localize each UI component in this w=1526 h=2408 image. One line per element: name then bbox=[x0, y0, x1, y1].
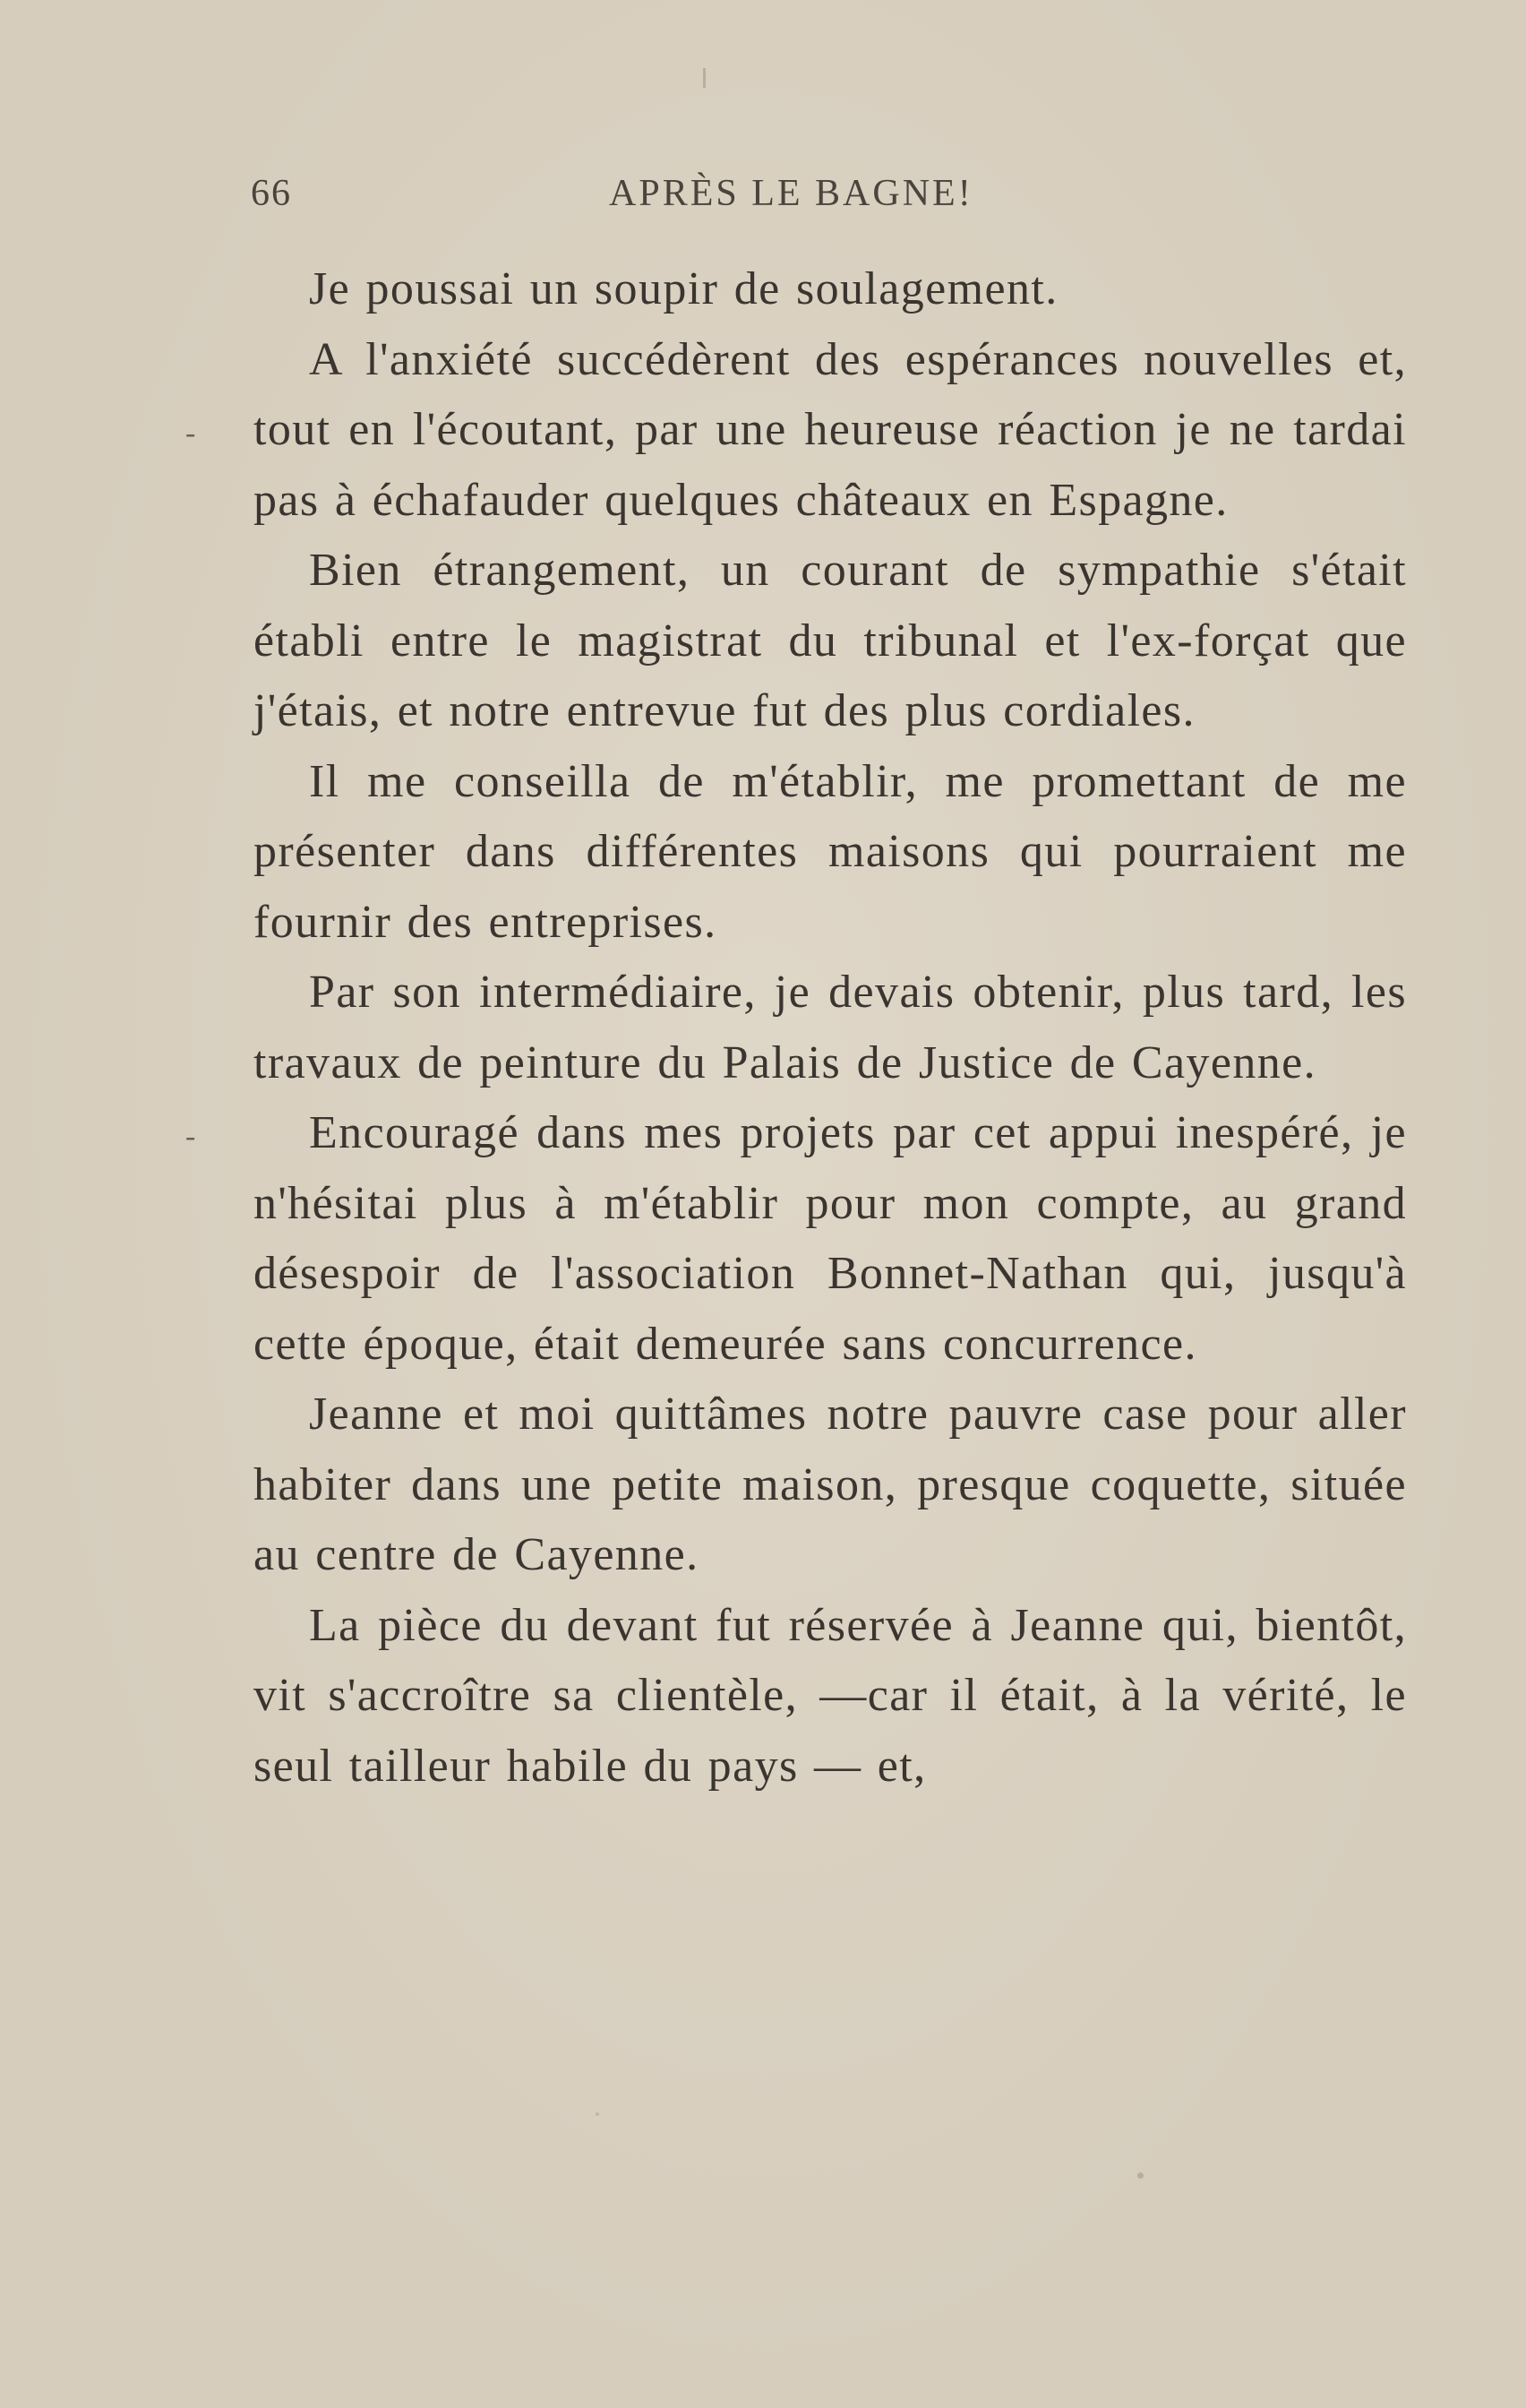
margin-mark: - bbox=[185, 417, 196, 450]
body-text bbox=[253, 254, 1407, 1802]
paragraph: Bien étrangement, un courant de sympathie s'était établi entre le magistrat du tribunal et l'ex-forçat que j'étais, et notre entrevue fut des plus cordiales. bbox=[253, 545, 1407, 736]
paragraph: Jeanne et moi quittâmes notre pauvre case pour aller habiter dans une petite maison, presque coquette, située au centre de Cayenne. bbox=[253, 1389, 1407, 1580]
running-title: APRÈS LE BAGNE! bbox=[609, 173, 973, 214]
paragraph: Encouragé dans mes projets par cet appui inespéré, je n'hésitai plus à m'établir pour mon compte, au grand désespoir de l'association Bonnet-Nathan qui, jusqu'à cette époque, était demeurée sans concurrence. bbox=[253, 1107, 1407, 1370]
page-header bbox=[251, 172, 1406, 222]
page-number: 66 bbox=[251, 173, 292, 214]
paragraph: A l'anxiété succédèrent des espérances nouvelles et, tout en l'écoutant, par une heureuse réaction je ne tardai pas à échafauder quelques châteaux en Espagne. bbox=[253, 333, 1407, 526]
paragraph: La pièce du devant fut réservée à Jeanne qui, bientôt, vit s'accroître sa clientèle, —car il était, à la vérité, le seul tailleur habile du pays — et, bbox=[253, 1599, 1407, 1792]
paper-speck bbox=[596, 2112, 599, 2116]
paragraph: Par son intermédiaire, je devais obtenir, plus tard, les travaux de peinture du Palais de Justice de Cayenne. bbox=[253, 967, 1407, 1088]
paper-speck bbox=[703, 68, 706, 88]
paper-speck bbox=[1137, 2172, 1144, 2179]
margin-mark: - bbox=[185, 1120, 196, 1153]
paragraph: Il me conseilla de m'établir, me promettant de me présenter dans différentes maisons qui pourraient me fournir des entreprises. bbox=[253, 755, 1407, 948]
paragraph: Je poussai un soupir de soulagement. bbox=[309, 263, 1059, 314]
